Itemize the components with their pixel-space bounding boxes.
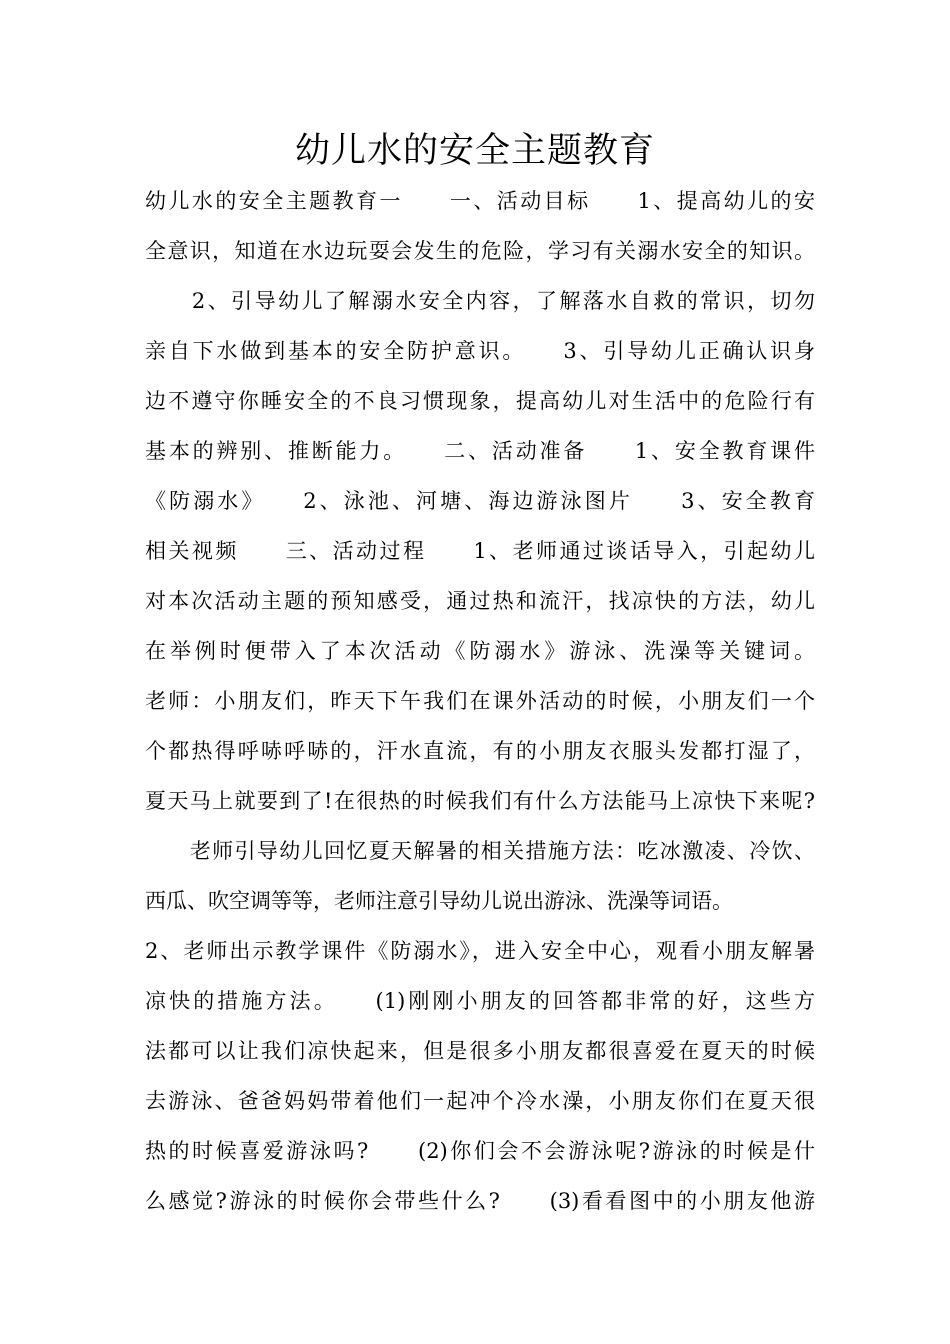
body-text-line: 凉快的措施方法。 (1)刚刚小朋友的回答都非常的好，这些方 <box>145 989 815 1013</box>
body-text-line: 么感觉?游泳的时候你会带些什么? (3)看看图中的小朋友他游 <box>145 1189 815 1213</box>
body-text-line: 老师引导幼儿回忆夏天解暑的相关措施方法：吃冰激凌、冷饮、 <box>145 839 815 863</box>
body-text-line: 法都可以让我们凉快起来，但是很多小朋友都很喜爱在夏天的时候 <box>145 1039 815 1063</box>
body-text-line: 去游泳、爸爸妈妈带着他们一起冲个冷水澡，小朋友你们在夏天很 <box>145 1089 815 1113</box>
body-text-line: 边不遵守你睡安全的不良习惯现象，提高幼儿对生活中的危险行有 <box>145 389 815 413</box>
body-text-line: 幼儿水的安全主题教育一 一、活动目标 1、提高幼儿的安 <box>145 189 815 213</box>
body-text-line: 夏天马上就要到了!在很热的时候我们有什么方法能马上凉快下来呢? <box>145 789 815 813</box>
body-text-line: 个都热得呼哧呼哧的，汗水直流，有的小朋友衣服头发都打湿了， <box>145 739 815 763</box>
body-text-line: 2、引导幼儿了解溺水安全内容，了解落水自救的常识，切勿 <box>145 289 815 313</box>
body-text-line: 亲自下水做到基本的安全防护意识。 3、引导幼儿正确认识身 <box>145 339 815 363</box>
body-text-line: 2、老师出示教学课件《防溺水》，进入安全中心，观看小朋友解暑 <box>145 939 815 963</box>
document-title: 幼儿水的安全主题教育 <box>294 131 655 171</box>
body-text-line: 西瓜、吹空调等等，老师注意引导幼儿说出游泳、洗澡等词语。 <box>145 889 733 913</box>
body-text-line: 在举例时便带入了本次活动《防溺水》游泳、洗澡等关键词。 <box>145 639 815 663</box>
body-text-line: 全意识，知道在水边玩耍会发生的危险，学习有关溺水安全的知识。 <box>145 239 815 263</box>
body-text-line: 对本次活动主题的预知感受，通过热和流汗，找凉快的方法，幼儿 <box>145 589 815 613</box>
body-text-line: 热的时候喜爱游泳吗? (2)你们会不会游泳呢?游泳的时候是什 <box>145 1139 815 1163</box>
body-text-line: 《防溺水》 2、泳池、河塘、海边游泳图片 3、安全教育 <box>145 489 815 513</box>
body-text-line: 基本的辨别、推断能力。 二、活动准备 1、安全教育课件 <box>145 439 815 463</box>
body-text-line: 老师：小朋友们，昨天下午我们在课外活动的时候，小朋友们一个 <box>145 689 815 713</box>
body-text-line: 相关视频 三、活动过程 1、老师通过谈话导入，引起幼儿 <box>145 539 815 563</box>
